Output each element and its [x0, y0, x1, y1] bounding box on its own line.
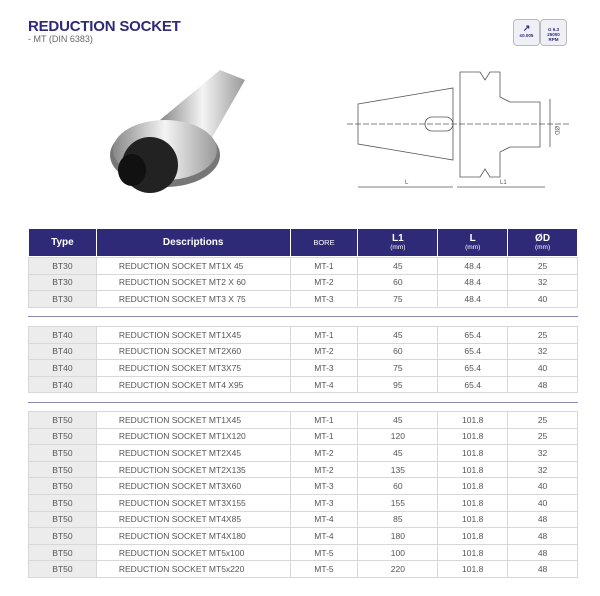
rpm-value: 25000: [547, 32, 560, 37]
col-type: Type: [29, 229, 97, 257]
table-row: [29, 428, 578, 445]
cell-type: BT40: [29, 327, 97, 344]
table-row: [29, 258, 578, 275]
cell-type: BT50: [29, 561, 97, 578]
cell-type: BT40: [29, 343, 97, 360]
cell-bore: MT-2: [290, 343, 358, 360]
cell-d: 32: [508, 274, 578, 291]
cell-l: 48.4: [438, 274, 508, 291]
cell-bore: MT-1: [290, 327, 358, 344]
cell-type: BT40: [29, 376, 97, 393]
arrow-icon: ↗: [522, 23, 531, 33]
table-header: [28, 228, 578, 257]
cell-d: 32: [508, 445, 578, 462]
runout-value: ≤0.005: [519, 33, 534, 38]
balance-badge: [540, 19, 567, 46]
cell-l1: 60: [358, 478, 438, 495]
rpm-unit: RPM: [548, 37, 559, 42]
bt30-table: [28, 257, 578, 308]
table-row: [29, 291, 578, 308]
cell-bore: MT-5: [290, 561, 358, 578]
divider: [28, 402, 578, 403]
cell-bore: MT-5: [290, 544, 358, 561]
runout-badge: [513, 19, 540, 46]
cell-d: 40: [508, 360, 578, 377]
cell-l: 65.4: [438, 327, 508, 344]
cell-d: 25: [508, 258, 578, 275]
cell-type: BT50: [29, 494, 97, 511]
cell-d: 48: [508, 511, 578, 528]
cell-l: 65.4: [438, 376, 508, 393]
cell-l1: 85: [358, 511, 438, 528]
cell-bore: MT-3: [290, 478, 358, 495]
cell-d: 48: [508, 561, 578, 578]
cell-type: BT30: [29, 274, 97, 291]
cell-l1: 45: [358, 258, 438, 275]
cell-d: 48: [508, 376, 578, 393]
cell-desc: REDUCTION SOCKET MT4X180: [96, 528, 290, 545]
table-row: [29, 412, 578, 429]
cell-type: BT50: [29, 412, 97, 429]
table-row: [29, 478, 578, 495]
cell-l1: 135: [358, 461, 438, 478]
cell-desc: REDUCTION SOCKET MT1X45: [96, 412, 290, 429]
cell-l1: 100: [358, 544, 438, 561]
unit-label: (mm): [390, 243, 406, 251]
table-row: [29, 561, 578, 578]
cell-l1: 95: [358, 376, 438, 393]
cell-desc: REDUCTION SOCKET MT5x100: [96, 544, 290, 561]
cell-bore: MT-3: [290, 291, 358, 308]
cell-l: 101.8: [438, 544, 508, 561]
l-label: L: [469, 232, 476, 244]
cell-l: 48.4: [438, 258, 508, 275]
cell-desc: REDUCTION SOCKET MT1X45: [96, 327, 290, 344]
cell-l1: 45: [358, 327, 438, 344]
unit-label: (mm): [465, 243, 481, 251]
cell-type: BT30: [29, 291, 97, 308]
cell-type: BT50: [29, 428, 97, 445]
cell-l: 101.8: [438, 494, 508, 511]
d-label: ØD: [535, 232, 551, 244]
cell-bore: MT-2: [290, 445, 358, 462]
divider: [28, 316, 578, 317]
l-dimension-label: L: [405, 180, 409, 186]
cell-type: BT30: [29, 258, 97, 275]
cell-type: BT40: [29, 360, 97, 377]
cell-desc: REDUCTION SOCKET MT2X135: [96, 461, 290, 478]
cell-d: 40: [508, 291, 578, 308]
page-title: REDUCTION SOCKET: [28, 18, 181, 35]
cell-bore: MT-3: [290, 360, 358, 377]
cell-l: 101.8: [438, 511, 508, 528]
cell-desc: REDUCTION SOCKET MT3X155: [96, 494, 290, 511]
d-dimension-label: ØD: [553, 126, 559, 135]
cell-d: 25: [508, 327, 578, 344]
cell-l1: 60: [358, 274, 438, 291]
table-row: [29, 461, 578, 478]
cell-type: BT50: [29, 461, 97, 478]
cell-desc: REDUCTION SOCKET MT1X 45: [96, 258, 290, 275]
cell-desc: REDUCTION SOCKET MT3X75: [96, 360, 290, 377]
cell-d: 32: [508, 343, 578, 360]
cell-type: BT50: [29, 528, 97, 545]
cell-l: 48.4: [438, 291, 508, 308]
cell-l1: 45: [358, 445, 438, 462]
cell-desc: REDUCTION SOCKET MT4X85: [96, 511, 290, 528]
cell-l: 101.8: [438, 561, 508, 578]
cell-bore: MT-3: [290, 494, 358, 511]
cell-bore: MT-2: [290, 274, 358, 291]
cell-l: 101.8: [438, 528, 508, 545]
cell-l: 101.8: [438, 445, 508, 462]
cell-type: BT50: [29, 544, 97, 561]
cell-bore: MT-4: [290, 528, 358, 545]
cell-desc: REDUCTION SOCKET MT3X60: [96, 478, 290, 495]
cell-l1: 220: [358, 561, 438, 578]
cell-l1: 75: [358, 360, 438, 377]
cell-d: 48: [508, 528, 578, 545]
cell-l1: 155: [358, 494, 438, 511]
cell-d: 25: [508, 412, 578, 429]
bt40-table: [28, 326, 578, 393]
technical-drawing: [345, 62, 575, 197]
table-row: [29, 376, 578, 393]
table-row: [29, 544, 578, 561]
cell-l: 65.4: [438, 360, 508, 377]
table-row: [29, 327, 578, 344]
cell-type: BT50: [29, 445, 97, 462]
cell-d: 40: [508, 494, 578, 511]
col-bore: BORE: [290, 229, 358, 257]
product-photo: [90, 60, 290, 215]
balance-value: G 6.3: [547, 27, 559, 32]
cell-d: 32: [508, 461, 578, 478]
cell-d: 40: [508, 478, 578, 495]
cell-bore: MT-2: [290, 461, 358, 478]
cell-l: 101.8: [438, 478, 508, 495]
cell-l1: 75: [358, 291, 438, 308]
col-d: [508, 229, 578, 257]
cell-desc: REDUCTION SOCKET MT2X60: [96, 343, 290, 360]
cell-l: 65.4: [438, 343, 508, 360]
table-row: [29, 445, 578, 462]
table-row: [29, 360, 578, 377]
cell-l: 101.8: [438, 461, 508, 478]
cell-bore: MT-1: [290, 258, 358, 275]
table-row: [29, 528, 578, 545]
cell-bore: MT-1: [290, 428, 358, 445]
cell-desc: REDUCTION SOCKET MT3 X 75: [96, 291, 290, 308]
cell-l1: 60: [358, 343, 438, 360]
col-l: [438, 229, 508, 257]
cell-desc: REDUCTION SOCKET MT1X120: [96, 428, 290, 445]
page-subtitle: - MT (DIN 6383): [28, 34, 93, 44]
unit-label: (mm): [534, 243, 551, 251]
table-row: [29, 343, 578, 360]
cell-l1: 180: [358, 528, 438, 545]
col-l1: [358, 229, 438, 257]
cell-type: BT50: [29, 478, 97, 495]
cell-l1: 120: [358, 428, 438, 445]
table-row: [29, 511, 578, 528]
table-row: [29, 274, 578, 291]
cell-desc: REDUCTION SOCKET MT4 X95: [96, 376, 290, 393]
table-row: [29, 494, 578, 511]
cell-bore: MT-4: [290, 511, 358, 528]
col-descriptions: Descriptions: [96, 229, 290, 257]
cell-desc: REDUCTION SOCKET MT2X45: [96, 445, 290, 462]
bt50-table: [28, 411, 578, 578]
cell-desc: REDUCTION SOCKET MT2 X 60: [96, 274, 290, 291]
cell-type: BT50: [29, 511, 97, 528]
cell-d: 25: [508, 428, 578, 445]
cell-bore: MT-4: [290, 376, 358, 393]
cell-bore: MT-1: [290, 412, 358, 429]
cell-l1: 45: [358, 412, 438, 429]
cell-l: 101.8: [438, 412, 508, 429]
l1-label: L1: [391, 232, 404, 244]
l1-dimension-label: L1: [500, 180, 507, 186]
cell-d: 48: [508, 544, 578, 561]
cell-l: 101.8: [438, 428, 508, 445]
cell-desc: REDUCTION SOCKET MT5x220: [96, 561, 290, 578]
